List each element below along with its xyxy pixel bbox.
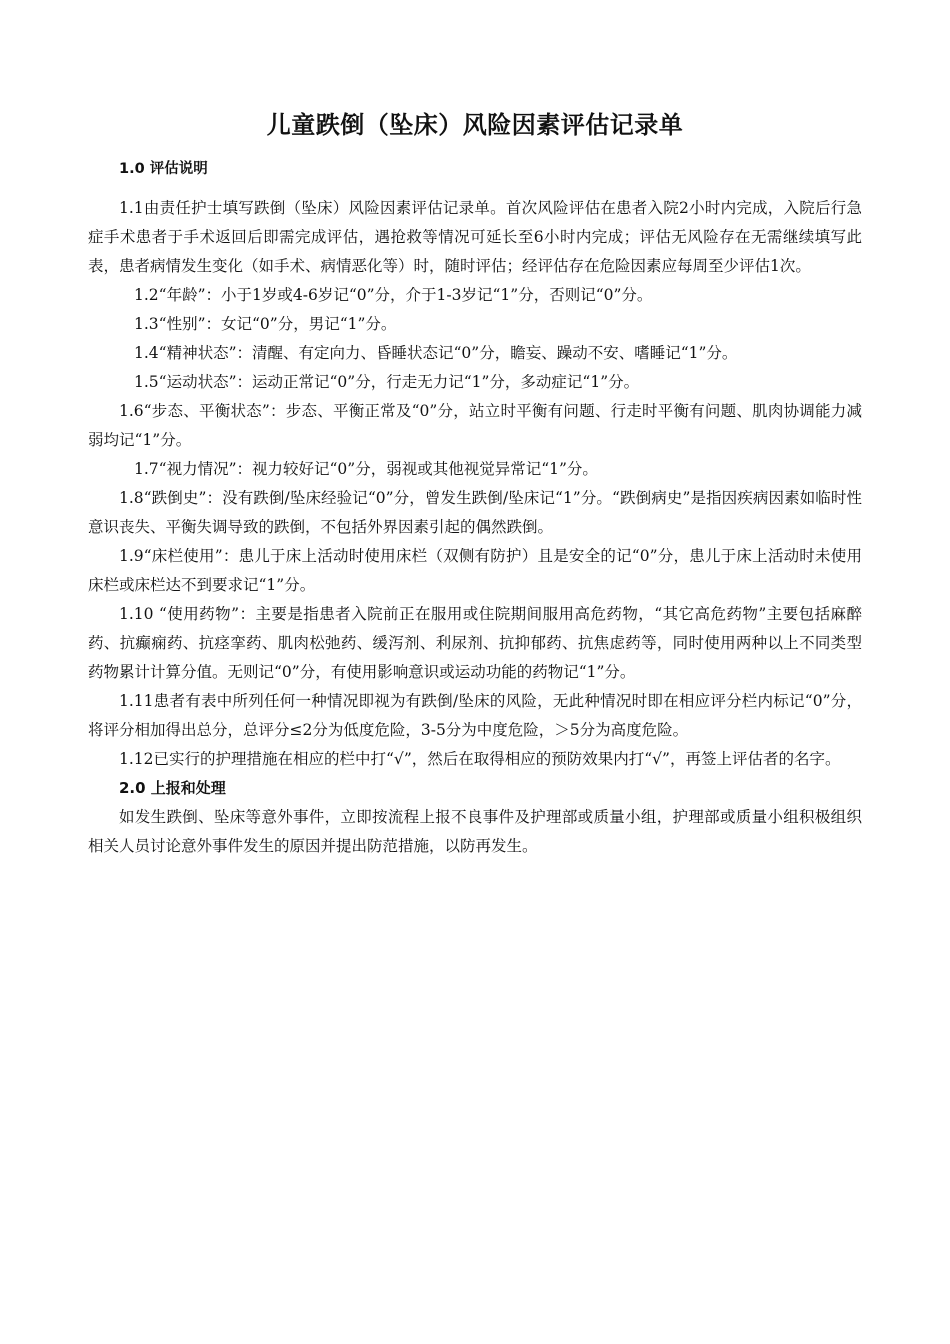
paragraph-1-7: 1.7“视力情况”：视力较好记“0”分，弱视或其他视觉异常记“1”分。 (134, 460, 598, 478)
paragraph-1-11: 1.11患者有表中所列任何一种情况即视为有跌倒/坠床的风险，无此种情况时即在相应评分栏内标记“0”分，将评分相加得出总分，总评分≤2分为低度危险，3-5分为中度危险，＞5分为高度危险。 (88, 692, 862, 739)
paragraph-1-12: 1.12已实行的护理措施在相应的栏中打“√”，然后在取得相应的预防效果内打“√”，再签上评估者的名字。 (119, 750, 841, 768)
paragraph-1-4: 1.4“精神状态”：清醒、有定向力、昏睡状态记“0”分，瞻妄、躁动不安、嗜睡记“1”分。 (134, 344, 738, 362)
paragraph-1-3: 1.3“性别”：女记“0”分，男记“1”分。 (134, 315, 397, 333)
paragraph-reporting: 如发生跌倒、坠床等意外事件，立即按流程上报不良事件及护理部或质量小组，护理部或质量小组积极组织相关人员讨论意外事件发生的原因并提出防范措施，以防再发生。 (88, 808, 862, 855)
paragraph-1-1: 1.1由责任护士填写跌倒（坠床）风险因素评估记录单。首次风险评估在患者入院2小时内完成，入院后行急症手术患者于手术返回后即需完成评估，遇抢救等情况可延长至6小时内完成；评估无风险存在无需继续填写此表，患者病情发生变化（如手术、病情恶化等）时，随时评估；经评估存在危险因素应每周至少评估1次。 (88, 199, 862, 275)
paragraph-1-8: 1.8“跌倒史”：没有跌倒/坠床经验记“0”分，曾发生跌倒/坠床记“1”分。“跌倒病史”是指因疾病因素如临时性意识丧失、平衡失调导致的跌倒，不包括外界因素引起的偶然跌倒。 (88, 489, 862, 536)
paragraph-1-6: 1.6“步态、平衡状态”：步态、平衡正常及“0”分，站立时平衡有问题、行走时平衡有问题、肌肉协调能力减弱均记“1”分。 (88, 402, 862, 449)
document-body (88, 155, 862, 861)
paragraph-1-9: 1.9“床栏使用”：患儿于床上活动时使用床栏（双侧有防护）且是安全的记“0”分，患儿于床上活动时未使用床栏或床栏达不到要求记“1”分。 (88, 547, 862, 594)
paragraph-1-2: 1.2“年龄”：小于1岁或4-6岁记“0”分，介于1-3岁记“1”分，否则记“0”分。 (134, 286, 653, 304)
paragraph-1-5: 1.5“运动状态”：运动正常记“0”分，行走无力记“1”分，多动症记“1”分。 (134, 373, 640, 391)
paragraph-1-10: 1.10 “使用药物”：主要是指患者入院前正在服用或住院期间服用高危药物，“其它高危药物”主要包括麻醉药、抗癫痫药、抗痉挛药、肌肉松弛药、缓泻剂、利尿剂、抗抑郁药、抗焦虑药等，同时使用两种以上不同类型药物累计计算分值。无则记“0”分，有使用影响意识或运动功能的药物记“1”分。 (88, 605, 862, 681)
section-heading-evaluation: 1.0 评估说明 (119, 161, 208, 177)
section-heading-reporting: 2.0 上报和处理 (119, 779, 226, 797)
document-title: 儿童跌倒（坠床）风险因素评估记录单 (266, 111, 684, 139)
